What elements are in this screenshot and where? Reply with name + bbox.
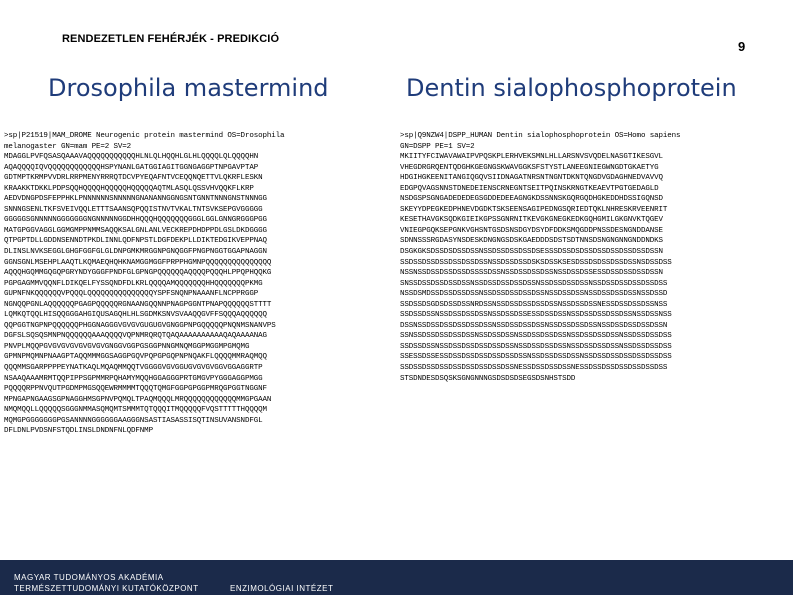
sequence-line: GN=DSPP PE=1 SV=2 <box>400 142 475 151</box>
sequence-line: QQQMMSGARPPPPEYNATKAQLMQAQMMQQTVGGGGVGVGGUGVGVGVGGVGGAGGRTP <box>4 364 263 373</box>
sequence-line: KESETHAVGKSQDKGIEIKGPSSGNRNITKEVGKGNEGKEDKGQHGMILGKGNVKTQGEV <box>400 216 663 225</box>
sequence-line: DFLDNLPVDSNFSTQDLINSLDNDNFNLQDFNMP <box>4 427 153 436</box>
sequence-line: EDGPQVAGSNNSTDNEDEIENSCRNEGNTSEITPQINSKRNGTKEAEVTPGTGEDAGLD <box>400 184 659 193</box>
sequence-line: KRAAKKTDKKLPDPSQQHQQQQHQQQQQHQQQQQAQTMLASQLQSSVHVQQKFLKRP <box>4 184 254 193</box>
sequence-line: NMQMQQLLQQQQQSGGGNMMASQMQMTSMMMTQTQQQITMQQQQQFVQSTTTTTHQQQQM <box>4 406 267 415</box>
sequence-line: DGFSLSQSQSMNPNQQQQQQAAAQQQQVQPNMRQRQTQAQAAAAAAAAAAQAQAAAANAG <box>4 332 267 341</box>
sequence-line: GDTMPTKRMPVVDRLRRPMENYRRRQTDCVPYEQAFNTVCEQQNQETTVLQKRFLESKN <box>4 174 263 183</box>
sequence-line: AEDVDNGPDSFEPPHKLPNNNNNNSNNNNNGNANANNGGNGSNTGNNTNNNGNSTNNNGG <box>4 195 267 204</box>
sequence-line: SSNSSDSSDSSDSSDSSNSSDSSDSSNSSDSSDSSDSSNSSDSSDSSDSSNSSDSSDSSDSS <box>400 332 672 341</box>
sequence-line: NGNQQPGNLAQQQQQQPGAGPQQQQQRGNAANGQQNNPNAGPGGNTPNAPQQQQQQSTTTT <box>4 300 272 309</box>
sequence-line: DLINSLNVKSEGGLGHGFGGFGLGLDNPGMKMRGGNPGNQGGFPNGPNGGTGGAPNAGGN <box>4 248 267 257</box>
sequence-line: GPMNPMQMNPNAAGPTAQQMMMGGSAGGPGQVPQPGPGQPNPNQAKFLQQQQMMRAQMQQ <box>4 353 267 362</box>
footer-bar <box>0 560 793 595</box>
sequence-line: SSDSSDSSNSSDSSDSSDSSNSSDSSDSSESSDSSDSSNSSDSSDSSDSSDSSNSSDSSNSS <box>400 311 672 320</box>
sequence-line: GGGGGSGNNNNNGGGGGGGNGNNNNNGGDHHQQQHQQQQQQQGGGLGGLGNNGRGGGPGG <box>4 216 267 225</box>
sequence-line: NSAAQAAAMRMTQQPIPPSGPMMRPQHAMYMQQHGGAGGGPRTGMGVPYGGGAGGPMGG <box>4 374 263 383</box>
sequence-line: MATGPGGVAGGLGGMGMPPNMMSAQQKSALGNLANLVECKREPDHDPPDLGSLDKDGGGG <box>4 226 267 235</box>
sequence-line: GUPNFNKQQQQQQVPQQQLQQQQQQQQQQQQQQQYSPFSNQNPNAAANFLNCPPRGGP <box>4 290 259 299</box>
left-column-title: Drosophila mastermind <box>48 74 329 102</box>
sequence-line: VNIEGPGQKSEPGNKVGHSNTGSDSNSDGYDSYDFDDKSMQGDDPNSSDESNGNDDANSE <box>400 226 663 235</box>
sequence-line: MDAGGLPVFQSASQAAAVAQQQQQQQQQQQHLNLQLHQQHLGLHLQQQQLQLQQQQHN <box>4 153 259 162</box>
sequence-line: HDGIHGKEENITANGIQGQVSIIDNAGATNRSNTNGNTDKNTQNGDVGDAGHNEDVAVVQ <box>400 174 663 183</box>
sequence-line: MQMGPGGGGGGGPGSANNNNGGGGGGAAGGGNSASTIASASSISQTINSUVANSNDFGL <box>4 416 263 425</box>
left-sequence-block <box>4 131 392 437</box>
sequence-line: SKEYYDPEGKEDPHNEVDGDKTSKSEENSAGIPEDNGSQRIEDTQKLNHRESKRVEENRIT <box>400 205 668 214</box>
sequence-line: >sp|P21519|MAM_DROME Neurogenic protein mastermind OS=Drosophila <box>4 132 285 140</box>
sequence-line: SDNNSSSRGDASYNSDESKDNGNGSDSKGAEDDDSDSTSDTNNSDSNGNGNNGNDDNDKS <box>400 237 663 246</box>
sequence-line: PQQQQRPPNVQUTPGDMPMGSQQEWRMMMMTQQQTQMGFGGPGPGGPMRQGPGGTNGGNF <box>4 385 267 394</box>
sequence-line: PNVPLMQQPGVGVGVGVGVGVGVGNGGVGGPGSGGPNNGMNQMGGPMGGMPGMQMG <box>4 342 250 351</box>
sequence-line: DSSNSSDSSDSSDSSDSSDSSNSSDSSDSSDSSNSSDSSDSSDSSNSSDSSDSSDSSDSSN <box>400 321 668 330</box>
sequence-line: NSSDSMDSSDSSDSSDSSNSSDSSDSSDSSDSSNSSDSSDSSNSSDSSDSSDSSNSSDSSD <box>400 290 668 299</box>
footer-institute: ENZIMOLÓGIAI INTÉZET <box>230 584 334 593</box>
sequence-line: LQMKQTQQLHISQQGGGAHGIQUSAGQHLHLSGDMKSNVSVAAQQGVFFSQQQAQQQQQQ <box>4 311 267 320</box>
sequence-line: PGPGAGMMVQQNFLDIKQELFYSSQNDFDLKRLQQQQAMQQQQQQQHHQQQQQQQPKMG <box>4 279 263 288</box>
sequence-line: MKIITYFCIWAVAWAIPVPQSKPLERHVEKSMNLHLLARSNVSVQDELNASGTIKESGVL <box>400 153 663 162</box>
sequence-line: SNSSDSSDSSDSSDSSNSSDSSDSSDSSDSSNSSDSSDSSDSSNSSDSSDSSDSSDSSDSS <box>400 279 668 288</box>
sequence-line: AQQQHGQMMGQGQPGRYNDYGGGFPNDFGLGPNGPQQQQQQAQQQQPQQQHLPPQPHQQKG <box>4 269 272 278</box>
sequence-line: DSGKGKSDSSDSDSSDSSNSSDSSDSSDSSDSESSSDSSDSDSSDSSDSSDSSDSSDSSN <box>400 248 663 257</box>
slide-header-title: RENDEZETLEN FEHÉRJÉK - PREDIKCIÓ <box>62 33 280 45</box>
sequence-line: SSESSDSSESSDSSDSSDSSDSSDSSDSSNSSDSSDSSDSSNSSDSSDSSDSSDSSDSSDSS <box>400 353 672 362</box>
sequence-line: SSDSSDSSNSSDSSDSSDSSDSSDSSNSSDSSDSSDSSNSSDSSDSSDSSNSSDSSDSSDSS <box>400 342 672 351</box>
page-number: 9 <box>738 39 746 54</box>
sequence-line: SNNNGSENLTKFSVEIVQQLETTTSAANSQPQQISTNVTVKALTNTSVKSEPGVGGGGG <box>4 205 263 214</box>
sequence-line: >sp|Q9NZW4|DSPP_HUMAN Dentin sialophosphoprotein OS=Homo sapiens <box>400 132 681 140</box>
sequence-line: SSDSSDSSDSSDSSDSSDSSNSSDSSDSSDSKSDSSKSESDSSDSDSSDSSDSSNSDSSDSS <box>400 258 672 267</box>
right-sequence-block <box>400 131 788 384</box>
sequence-line: NSDGSPSGNGADEDEDEGSGDDEDEEAGNGKDSSNNSKGQRGQDHGKEDDHDSSIGQNSD <box>400 195 663 204</box>
footer-institution: MAGYAR TUDOMÁNYOS AKADÉMIA <box>14 573 164 582</box>
sequence-line: VHEGDRGRQENTQDGHKGEGNGSKWAVGGKSFSTYSTLANEEGNIEGWNGDTGKAETYG <box>400 163 659 172</box>
sequence-line: SSDSSDSGDSDSSDSSNRDSSNSSDSSDSSDSSDSSNSSDSSDSSNESSDSSDSSDSSNSS <box>400 300 668 309</box>
sequence-line: AQAQQQQIQVQQQQQQQQQQQQHSPYNANLGATGGIAGITGGNGAGGPTNPGAVPTAP <box>4 163 259 172</box>
sequence-line: STSDNDESDSQSKSGNGNNNGSDSDSDSEGSDSNHSTSDD <box>400 374 576 383</box>
sequence-line: NSSNSSDSSDSSDSSDSSSSDSSNSSDSSDSSDSSNSSDSSDSSESSDSSDSSDSSDSSN <box>400 269 663 278</box>
sequence-line: MPNGAPNGAAGSGPNAGGHMSGPNVPQMQLTPAQMQQQLMRQQQQQQQQQQQQMMGPGAAN <box>4 395 272 404</box>
sequence-line: QTPGPTDLLGDDNSENNDTPKDLINNLQDFNPSTLDGFDEKPLLDIKTEDGIKVEPPNAQ <box>4 237 267 246</box>
sequence-line: GGNSGNLMSEHPLAAQTLKQMAEQHQHKNAMGGMGGFPRPPHGMNPQQQQQQQQQQQQQQQ <box>4 258 272 267</box>
right-column-title: Dentin sialophosphoprotein <box>406 74 737 102</box>
sequence-line: QQPGGTNGPNPQQQQQQPHGGNAGGGVGVGVGUGUGVGNGGPNPGQQQQQPNQNMSNANVPS <box>4 321 276 330</box>
footer-research-centre: TERMÉSZETTUDOMÁNYI KUTATÓKÖZPONT <box>14 584 199 593</box>
sequence-line: melanogaster GN=mam PE=2 SV=2 <box>4 142 132 151</box>
sequence-line: SSDSSDSSDSSDSSDSSDSSDSSDSSNESSDSSDSSDSSNESSDSSDSSDSSDSSDSSDSS <box>400 364 668 373</box>
